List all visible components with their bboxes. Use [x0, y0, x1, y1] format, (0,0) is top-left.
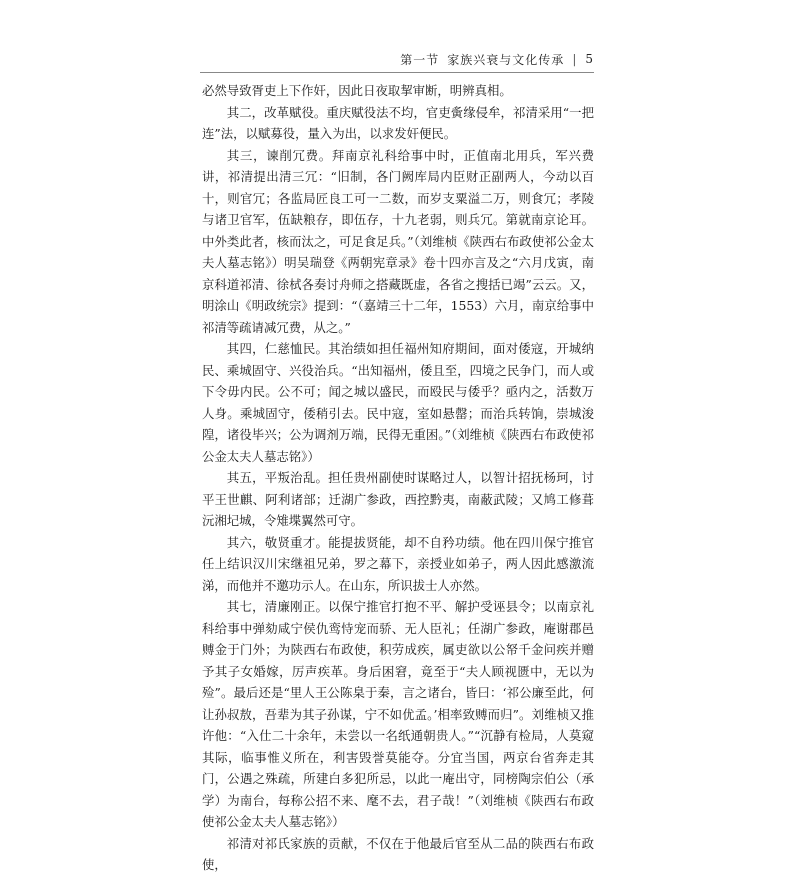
header-rule [200, 72, 594, 73]
paragraph-integrity: 其七，清廉刚正。以保宁推官打抱不平、解护受诬县令；以南京礼科给事中弹劾咸宁侯仇鸾恃宠而骄、无人臣礼；任湖广参政，庵谢郡邑赙金于门外；为陕西右布政使，积劳成疾，属吏欲以公帑千金问疾并赠予其子女婚嫁，厉声疾革。身后困窘，竟至于“夫人顾视匮中，无以为殓”。最后还是“里人王公陈臬于秦，言之诸台，皆曰：‘祁公廉至此，何让孙叔敖，吾辈为其子孙谋，宁不如优孟。’相率致赙而归”。刘维桢又推许他：“入仕二十余年，未尝以一名纸通朝贵人。”“沉静有检局，人莫窥其际，临事惟义所在，利害毁誉莫能夺。分宜当国，两京台省奔走其门，公遇之殊疏，所建白多犯所忌，以此一庵出守，同榜陶宗伯公（承学）为南台，每称公招不来、麾不去，君子哉！”（刘维桢《陕西右布政使祁公金太夫人墓志铭》） [202, 599, 594, 829]
paragraph-benevolence: 其四，仁慈恤民。其治绩如担任福州知府期间，面对倭寇，开城纳民、乘城固守、兴役治兵。“出知福州，倭且至，四境之民争门，而人或下令毋内民。公不可；闻之城以盛民，而殴民与倭乎？亟内之，活数万人身。乘城固守，倭稍引去。民中寇，室如悬罄；而治兵转饷，崇城浚隍，诸役毕兴；公为调剂万端，民得无重困。”（刘维桢《陕西右布政使祁公金太夫人墓志铭》） [202, 341, 594, 464]
paragraph-suppress-rebellion: 其五，平叛治乱。担任贵州副使时谋略过人，以智计招抚杨珂，讨平王世麒、阿利诸部；迁湖广参政，西控黔夷，南蔽武陵；又鸠工修葺沅湘圮城，令雉堞翼然可守。 [202, 470, 594, 528]
header-title: 家族兴衰与文化传承 [447, 52, 565, 67]
paragraph-reform-taxes: 其二，改革赋役。重庆赋役法不均，官吏夤缘侵牟，祁清采用“一把连”法，以赋募役，量入为出，以求发奸便民。 [202, 104, 594, 141]
header-section: 第一节 [400, 52, 440, 67]
paragraph-contribution: 祁清对祁氏家族的贡献，不仅在于他最后官至从二品的陕西右布政使， [202, 835, 594, 872]
body-text [202, 80, 594, 876]
header-separator: | [572, 52, 578, 66]
running-header [200, 48, 594, 70]
paragraph-continued: 必然导致胥吏上下作奸，因此日夜取挈审断，明辨真相。 [202, 83, 512, 98]
page-number: 5 [585, 52, 594, 66]
paragraph-respect-talent: 其六，敬贤重才。能提拔贤能，却不自矜功绩。他在四川保宁推官任上结识汉川宋继祖兄弟，罗之幕下，亲授业如弟子，两人因此感激流涕，而他并不邀功示人。在山东，所识拔士人亦然。 [202, 534, 594, 593]
paragraph-cut-expenses: 其三，谏削冗费。拜南京礼科给事中时，正值南北用兵，军兴费讲，祁清提出清三冗：“旧制，各门阙库局内臣财正副两人，今动以百十，则官冗；各监局匠良工可一二数，而岁支粟溢二万，则食冗；孝陵与诸卫官军，伍缺粮存，即伍存，十九老弱，则兵冗。第就南京论耳。中外类此者，核而汰之，可足食足兵。”（刘维桢《陕西右布政使祁公金太夫人墓志铭》）明吴瑞登《两朝宪章录》卷十四亦言及之“六月戊寅，南京科道祁清、徐栻各奏讨舟师之搭藏既虚，各省之搜括已竭”云云。又，明涂山《明政统宗》提到：“（嘉靖三十二年，1553）六月，南京给事中祁清等疏请减冗费，从之。” [202, 147, 594, 335]
